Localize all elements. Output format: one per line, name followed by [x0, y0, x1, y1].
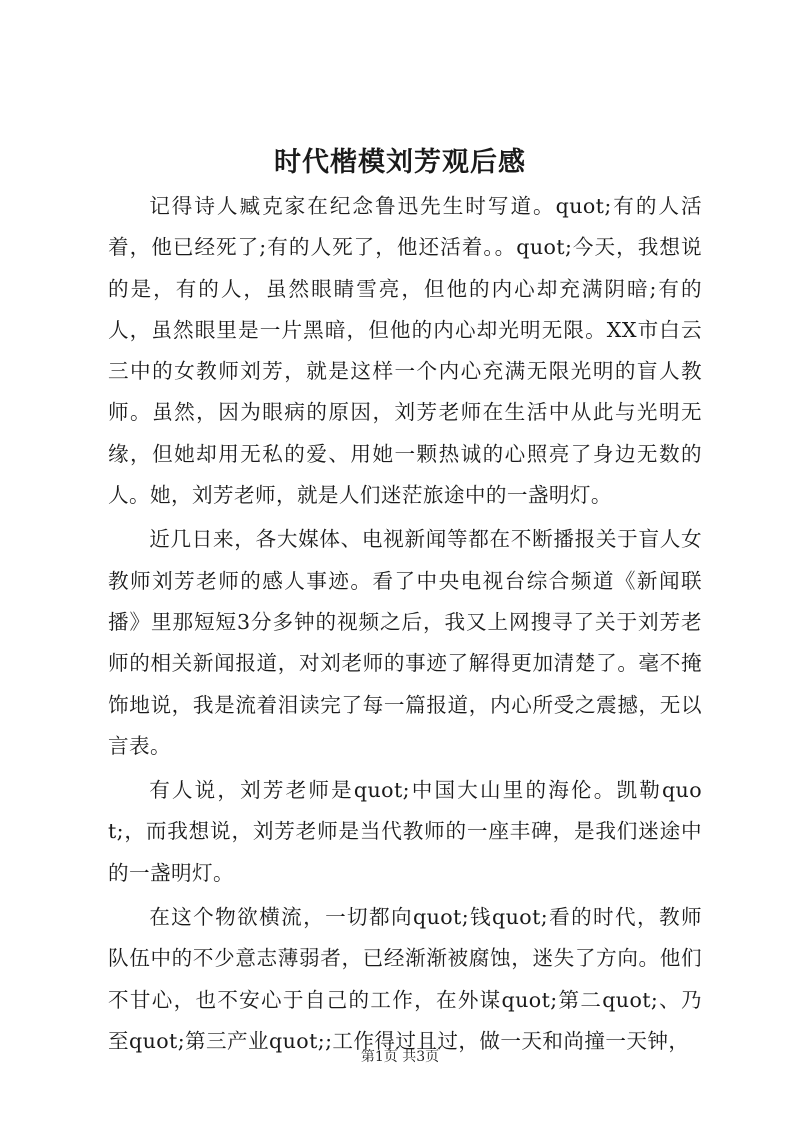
paragraph-2: 近几日来，各大媒体、电视新闻等都在不断播报关于盲人女教师刘芳老师的感人事迹。看了中央电视台综合频道《新闻联播》里那短短3分多钟的视频之后，我又上网搜寻了关于刘芳老师的相关新闻报道，对刘老师的事迹了解得更加清楚了。毫不掩饰地说，我是流着泪读完了每一篇报道，内心所受之震撼，无以言表。 — [108, 527, 702, 758]
paragraph-1: 记得诗人臧克家在纪念鲁迅先生时写道。quot;有的人活着，他已经死了;有的人死了，他还活着。。quot;今天，我想说的是，有的人，虽然眼睛雪亮，但他的内心却充满阴暗;有的人，虽然眼里是一片黑暗，但他的内心却光明无限。XX市白云三中的女教师刘芳，就是这样一个内心充满无限光明的盲人教师。虽然，因为眼病的原因，刘芳老师在生活中从此与光明无缘，但她却用无私的爱、用她一颗热诚的心照亮了身边无数的人。她，刘芳老师，就是人们迷茫旅途中的一盏明灯。 — [108, 194, 702, 508]
page-number-label: 第1页 共3页 — [360, 1049, 440, 1065]
document-body — [108, 186, 702, 1062]
page-footer — [0, 1046, 800, 1066]
document-title: 时代楷模刘芳观后感 — [274, 147, 526, 178]
paragraph-4: 在这个物欲横流，一切都向quot;钱quot;看的时代，教师队伍中的不少意志薄弱者，已经渐渐被腐蚀，迷失了方向。他们不甘心，也不安心于自己的工作，在外谋quot;第二quot;、乃至quot;第三产业quot;;工作得过且过，做一天和尚撞一天钟， — [108, 905, 702, 1053]
paragraph-3: 有人说，刘芳老师是quot;中国大山里的海伦。凯勒quot;，而我想说，刘芳老师是当代教师的一座丰碑，是我们迷途中的一盏明灯。 — [108, 778, 702, 885]
